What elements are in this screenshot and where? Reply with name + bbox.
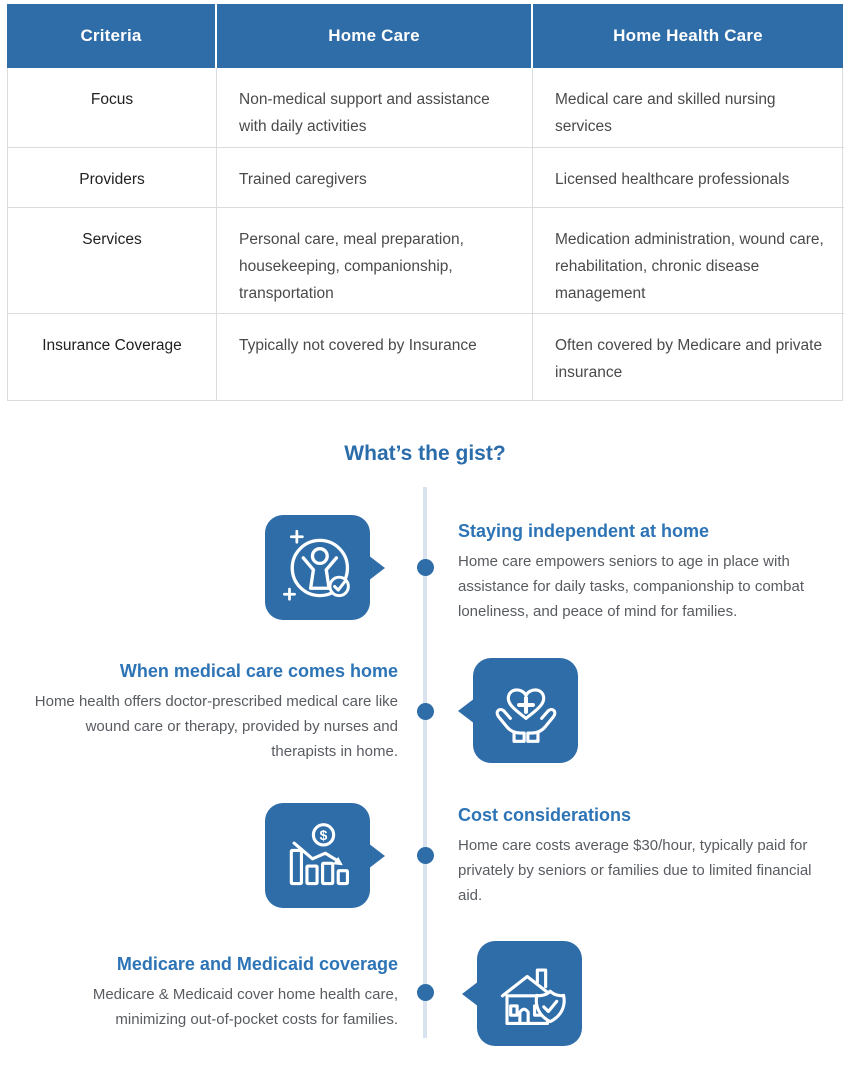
row-focus-home-care: Non-medical support and assistance with daily activities [216, 68, 532, 147]
declining-cost-chart-icon [265, 803, 370, 908]
house-shield-check-icon [477, 941, 582, 1046]
gist-item-staying-independent [458, 521, 826, 624]
row-insurance-home-care: Typically not covered by Insurance [216, 313, 532, 400]
row-services-home-health: Medication administration, wound care, rehabilitation, chronic disease management [532, 207, 844, 313]
timeline-dot [417, 703, 434, 720]
row-insurance-home-health: Often covered by Medicare and private insurance [532, 313, 844, 400]
timeline-dot [417, 847, 434, 864]
section-title: What’s the gist? [344, 442, 506, 465]
gist-item-heading: Medicare and Medicaid coverage [116, 954, 398, 974]
table-body [7, 68, 843, 401]
header-home-health-care: Home Health Care [531, 4, 843, 68]
hands-holding-heart-cross-icon [473, 658, 578, 763]
gist-item-body: Home health offers doctor-prescribed medical care like wound care or therapy, provided by nurses and therapists in home. [34, 693, 398, 760]
gist-item-medical-care-home [30, 661, 398, 764]
table-header-row [7, 4, 843, 68]
svg-text:$: $ [319, 827, 327, 843]
row-services-home-care: Personal care, meal preparation, housekeeping, companionship, transportation [216, 207, 532, 313]
gist-item-cost-considerations [458, 805, 826, 908]
row-insurance-label: Insurance Coverage [8, 313, 216, 400]
gist-item-body: Home care empowers seniors to age in place with assistance for daily tasks, companionship to combat loneliness, and peace of mind for families. [458, 553, 805, 620]
gist-item-heading: When medical care comes home [119, 661, 398, 681]
gist-item-medicare-medicaid [30, 954, 398, 1032]
row-providers-home-care: Trained caregivers [216, 147, 532, 207]
gist-item-heading: Cost considerations [458, 805, 632, 825]
header-home-care: Home Care [215, 4, 531, 68]
header-criteria: Criteria [80, 26, 142, 45]
comparison-table [7, 4, 843, 401]
row-providers-home-health: Licensed healthcare professionals [532, 147, 844, 207]
row-focus-label: Focus [90, 91, 134, 108]
gist-item-body: Home care costs average $30/hour, typically paid for privately by seniors or families due to limited financial aid. [458, 837, 812, 904]
independence-person-check-icon [265, 515, 370, 620]
row-focus-home-health: Medical care and skilled nursing services [532, 68, 844, 147]
timeline-dot [417, 984, 434, 1001]
gist-item-body: Medicare & Medicaid cover home health care, minimizing out-of-pocket costs for families. [92, 986, 398, 1028]
row-providers-label: Providers [8, 147, 216, 207]
row-services-label: Services [8, 207, 216, 313]
timeline-dot [417, 559, 434, 576]
gist-item-heading: Staying independent at home [458, 521, 710, 541]
